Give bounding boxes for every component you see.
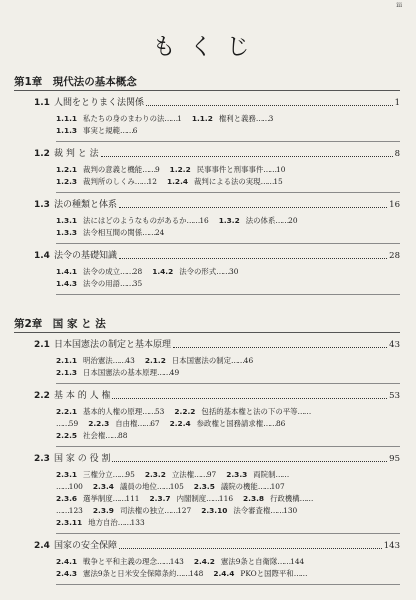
toc-section (34, 389, 400, 447)
chapter-1 (14, 74, 400, 295)
subsection-item (219, 216, 298, 225)
subsection-item (56, 482, 83, 491)
subsection-title: 法令審査権 (233, 506, 271, 515)
dot-leader: …… (164, 506, 178, 515)
dot-leader (119, 258, 387, 259)
subsection-number: 1.4.2 (152, 267, 174, 276)
subsection-number: 2.2.5 (56, 431, 78, 440)
dot-leader: …… (56, 506, 69, 515)
subsection-page: 24 (154, 228, 165, 237)
chapter-title: 第2章 国 家 と 法 (14, 316, 400, 333)
subsection-number: 2.4.2 (193, 557, 215, 566)
dot-leader (119, 548, 382, 549)
subsection-line (56, 493, 400, 505)
dot-leader: …… (56, 482, 69, 491)
dot-leader: …… (56, 419, 69, 428)
subsection-title: 民事事件と刑事事件 (196, 165, 264, 174)
subsection-line (56, 125, 400, 137)
subsection-item (56, 557, 184, 566)
subsection-number: 1.3.3 (56, 228, 78, 237)
subsection-item (56, 407, 164, 416)
subsection-page: 100 (68, 482, 83, 491)
subsection-line (56, 266, 400, 278)
subsection-number: 2.3.7 (149, 494, 171, 503)
subsection-item (88, 419, 159, 428)
dot-leader: …… (142, 407, 155, 416)
subsection-line (56, 113, 400, 125)
subsection-page: 143 (169, 557, 184, 566)
section-page: 43 (389, 340, 400, 350)
section-list (14, 96, 400, 295)
subsection-item (145, 356, 253, 365)
subsection-line (56, 556, 400, 568)
subsection-item (56, 569, 203, 578)
subsection-page: 105 (169, 482, 184, 491)
subsection-page: 127 (177, 506, 192, 515)
dot-leader: …… (186, 216, 200, 225)
subsection-page: 9 (154, 165, 160, 174)
subsection-title: 私たちの身のまわりの法 (83, 114, 165, 123)
subsection-page: 1 (177, 114, 182, 123)
subsection-number: 2.3.10 (201, 506, 228, 515)
subsection-title: 裁判による法の実現 (194, 177, 261, 186)
section-title: 基 本 的 人 権 (54, 391, 111, 401)
subsection-title: 内閣制度 (176, 494, 207, 503)
subsection-title: 法令相互間の関係 (83, 228, 143, 237)
dot-leader: …… (137, 419, 151, 428)
dot-leader: …… (263, 419, 276, 428)
dot-leader: …… (156, 482, 170, 491)
subsection-item (93, 482, 184, 491)
subsection-item (56, 126, 138, 135)
section-heading (34, 539, 400, 553)
subsection-title: 選挙制度 (83, 494, 113, 503)
subsection-number: 2.2.2 (174, 407, 196, 416)
subsection-item (56, 518, 145, 527)
section-title: 法令の基礎知識 (54, 251, 118, 261)
section-page: 8 (394, 149, 400, 159)
subsection-list (56, 266, 400, 295)
dot-leader: …… (164, 114, 178, 123)
subsection-line (56, 176, 400, 188)
dot-leader: …… (105, 431, 119, 440)
subsection-number: 2.2.3 (88, 419, 110, 428)
subsection-line (56, 355, 400, 367)
subsection-item (194, 557, 304, 566)
subsection-line (56, 517, 400, 529)
subsection-item (194, 482, 285, 491)
section-heading (34, 96, 400, 110)
subsection-title: 法にはどのようなものがあるか (83, 216, 187, 225)
section-heading (34, 147, 400, 161)
section-page: 143 (383, 541, 400, 551)
section-heading (34, 338, 400, 352)
subsection-title: 自由権 (115, 419, 138, 428)
subsection-title: 地方自治 (88, 518, 118, 527)
dot-leader: …… (194, 470, 207, 479)
section-title: 裁 判 と 法 (54, 149, 99, 159)
subsection-line (56, 215, 400, 227)
subsection-line (56, 227, 400, 239)
dot-leader: …… (263, 165, 277, 174)
section-heading (34, 249, 400, 263)
subsection-line (56, 568, 400, 580)
subsection-line (56, 367, 400, 379)
dot-leader: …… (206, 494, 219, 503)
subsection-number: 1.1.3 (56, 126, 78, 135)
subsection-title: 議員の地位 (119, 482, 157, 491)
subsection-line (56, 469, 400, 481)
subsection-item (56, 165, 160, 174)
subsection-number: 1.2.2 (169, 165, 191, 174)
subsection-title: 議院の機能 (220, 482, 258, 491)
section-heading (34, 198, 400, 212)
subsection-page: 97 (206, 470, 217, 479)
subsection-number: 1.1.1 (56, 114, 78, 123)
subsection-title: 法令の成立 (83, 267, 121, 276)
subsection-page: 123 (68, 506, 83, 515)
subsection-line (56, 278, 400, 290)
dot-leader (112, 398, 387, 399)
section-title: 国 家 の 役 割 (54, 454, 111, 464)
dot-leader: …… (255, 114, 269, 123)
dot-leader: …… (156, 557, 170, 566)
subsection-number: 2.4.3 (56, 569, 78, 578)
section-number: 2.4 (34, 541, 50, 551)
subsection-title: 事実と規範 (83, 126, 121, 135)
section-number: 1.2 (34, 149, 50, 159)
section-title: 国家の安全保障 (54, 541, 118, 551)
dot-leader: …… (120, 267, 133, 276)
subsection-page: 133 (130, 518, 145, 527)
subsection-page: 144 (290, 557, 305, 566)
subsection-page: 59 (68, 419, 79, 428)
dot-leader: …… (120, 126, 133, 135)
dot-leader: …… (142, 228, 155, 237)
subsection-page: 67 (150, 419, 160, 428)
subsection-item (56, 431, 127, 440)
chapter-2 (14, 316, 400, 585)
dot-leader: …… (216, 267, 229, 276)
subsection-number: 2.4.4 (213, 569, 235, 578)
subsection-item (56, 228, 164, 237)
subsection-line (56, 164, 400, 176)
dot-leader (112, 461, 387, 462)
subsection-number: 2.3.3 (226, 470, 248, 479)
subsection-page: 111 (125, 494, 140, 503)
subsection-number: 2.3.6 (56, 494, 78, 503)
dot-leader: …… (297, 407, 311, 416)
subsection-item (170, 419, 286, 428)
subsection-title: 日本国憲法の制定 (171, 356, 231, 365)
subsection-item (213, 569, 306, 578)
dot-leader: …… (156, 368, 170, 377)
dot-leader: …… (112, 494, 126, 503)
subsection-title: 両院制 (253, 470, 276, 479)
subsection-number: 2.3.5 (193, 482, 215, 491)
section-heading (34, 389, 400, 403)
section-number: 2.2 (34, 391, 50, 401)
subsection-title: 明治憲法 (83, 356, 113, 365)
subsection-title: 行政機構 (270, 494, 300, 503)
subsection-item (56, 419, 78, 428)
subsection-list (56, 406, 400, 447)
subsection-line (56, 505, 400, 517)
subsection-number: 1.2.1 (56, 165, 78, 174)
subsection-page: 107 (270, 482, 285, 491)
subsection-number: 2.1.2 (144, 356, 166, 365)
subsection-list (56, 556, 400, 585)
subsection-item (56, 470, 135, 479)
page-title: もくじ (152, 34, 264, 60)
section-number: 2.1 (34, 340, 50, 350)
dot-leader: …… (117, 518, 131, 527)
section-title: 法の種類と体系 (54, 200, 118, 210)
dot-leader: …… (176, 569, 190, 578)
dot-leader (101, 156, 393, 157)
subsection-title: 戦争と平和主義の理念 (83, 557, 157, 566)
subsection-item (201, 506, 297, 515)
subsection-item (226, 470, 288, 479)
subsection-title: 裁判の意義と機能 (83, 165, 143, 174)
subsection-number: 1.4.1 (56, 267, 78, 276)
subsection-number: 2.2.1 (56, 407, 78, 416)
subsection-title: 基本的人権の原理 (83, 407, 143, 416)
subsection-line (56, 418, 400, 430)
dot-leader (146, 105, 393, 106)
subsection-title: 社会権 (83, 431, 106, 440)
section-number: 2.3 (34, 454, 50, 464)
subsection-number: 2.3.11 (56, 518, 83, 527)
subsection-page: 20 (288, 216, 298, 225)
dot-leader: …… (257, 482, 271, 491)
page-number: iii (396, 2, 402, 9)
subsection-number: 2.3.9 (92, 506, 114, 515)
section-page: 1 (394, 98, 400, 108)
dot-leader: …… (275, 216, 289, 225)
subsection-title: 司法権の独立 (119, 506, 165, 515)
subsection-page: 30 (229, 267, 239, 276)
subsection-number: 2.3.2 (144, 470, 166, 479)
subsection-page: 86 (275, 419, 286, 428)
section-heading (34, 452, 400, 466)
subsection-title: 参政権と国務請求権 (196, 419, 264, 428)
subsection-page: 49 (169, 368, 180, 377)
subsection-number: 2.3.1 (56, 470, 78, 479)
toc-section (34, 147, 400, 193)
subsection-list (56, 215, 400, 244)
subsection-page: 35 (132, 279, 143, 288)
subsection-page: 28 (132, 267, 143, 276)
subsection-number: 2.2.4 (169, 419, 191, 428)
subsection-item (243, 494, 312, 503)
dot-leader: …… (260, 177, 274, 186)
subsection-item (170, 165, 286, 174)
subsection-item (192, 114, 274, 123)
subsection-list (56, 164, 400, 193)
toc-section (34, 338, 400, 384)
dot-leader (119, 207, 387, 208)
subsection-page: 12 (147, 177, 157, 186)
subsection-list (56, 355, 400, 384)
subsection-page: 3 (268, 114, 274, 123)
toc-section (34, 96, 400, 142)
section-page: 53 (389, 391, 400, 401)
subsection-line (56, 430, 400, 442)
dot-leader: …… (120, 279, 133, 288)
subsection-item (145, 470, 216, 479)
subsection-page: 16 (199, 216, 209, 225)
subsection-title: 法令の形式 (179, 267, 217, 276)
dot-leader: …… (299, 494, 313, 503)
dot-leader: …… (277, 557, 291, 566)
dot-leader: …… (112, 470, 126, 479)
toc-section (34, 452, 400, 534)
subsection-item (152, 267, 238, 276)
dot-leader (173, 347, 387, 348)
subsection-page: 6 (132, 126, 138, 135)
subsection-number: 1.2.3 (56, 177, 78, 186)
subsection-list (56, 113, 400, 142)
subsection-page: 130 (283, 506, 298, 515)
subsection-title: 法の体系 (245, 216, 276, 225)
subsection-title: 法令の用語 (83, 279, 121, 288)
subsection-title: 憲法9条と自衛隊 (220, 557, 278, 566)
subsection-number: 2.1.1 (56, 356, 78, 365)
subsection-item (56, 356, 135, 365)
section-title: 人間をとりまく法関係 (54, 98, 145, 108)
subsection-item (56, 279, 142, 288)
dot-leader: …… (293, 569, 307, 578)
subsection-title: 立法権 (171, 470, 195, 479)
subsection-title: 憲法9条と日米安全保障条約 (83, 569, 177, 578)
dot-leader: …… (142, 165, 155, 174)
subsection-page: 10 (276, 165, 286, 174)
subsection-title: 包括的基本権と法の下の平等 (201, 407, 298, 416)
subsection-number: 1.3.2 (218, 216, 240, 225)
subsection-line (56, 406, 400, 418)
subsection-item (93, 506, 191, 515)
subsection-item (56, 267, 142, 276)
subsection-line (56, 481, 400, 493)
subsection-number: 1.2.4 (166, 177, 189, 186)
subsection-item (56, 494, 140, 503)
subsection-page: 148 (189, 569, 204, 578)
subsection-page: 88 (118, 431, 128, 440)
subsection-page: 53 (154, 407, 165, 416)
toc-section (34, 539, 400, 585)
subsection-page: 46 (243, 356, 254, 365)
section-page: 28 (389, 251, 400, 261)
subsection-item (174, 407, 310, 416)
subsection-title: 権利と義務 (218, 114, 256, 123)
dot-leader: …… (270, 506, 284, 515)
subsection-number: 1.3.1 (56, 216, 78, 225)
section-list (14, 338, 400, 585)
chapter-title: 第1章 現代法の基本概念 (14, 74, 400, 91)
subsection-number: 1.1.2 (191, 114, 213, 123)
section-page: 16 (389, 200, 400, 210)
subsection-item (56, 114, 182, 123)
subsection-page: 95 (125, 470, 135, 479)
subsection-number: 2.3.4 (92, 482, 114, 491)
subsection-title: 三権分立 (83, 470, 113, 479)
subsection-page: 15 (273, 177, 283, 186)
subsection-title: 日本国憲法の基本原理 (83, 368, 157, 377)
subsection-item (56, 506, 83, 515)
section-number: 1.4 (34, 251, 50, 261)
subsection-number: 2.4.1 (56, 557, 78, 566)
toc-section (34, 249, 400, 295)
dot-leader: …… (134, 177, 148, 186)
dot-leader: …… (275, 470, 289, 479)
section-number: 1.3 (34, 200, 50, 210)
subsection-number: 1.4.3 (56, 279, 78, 288)
subsection-title: PKOと国際平和 (240, 569, 294, 578)
subsection-number: 2.3.8 (243, 494, 265, 503)
subsection-list (56, 469, 400, 534)
toc-section (34, 198, 400, 244)
subsection-item (56, 216, 209, 225)
section-page: 95 (389, 454, 400, 464)
subsection-number: 2.1.3 (56, 368, 78, 377)
subsection-item (150, 494, 234, 503)
section-number: 1.1 (34, 98, 50, 108)
subsection-title: 裁判所のしくみ (83, 177, 135, 186)
dot-leader: …… (112, 356, 126, 365)
subsection-item (167, 177, 283, 186)
subsection-page: 116 (218, 494, 234, 503)
subsection-item (56, 368, 179, 377)
subsection-item (56, 177, 157, 186)
dot-leader: …… (231, 356, 244, 365)
section-title: 日本国憲法の制定と基本原理 (54, 340, 172, 350)
subsection-page: 43 (125, 356, 135, 365)
